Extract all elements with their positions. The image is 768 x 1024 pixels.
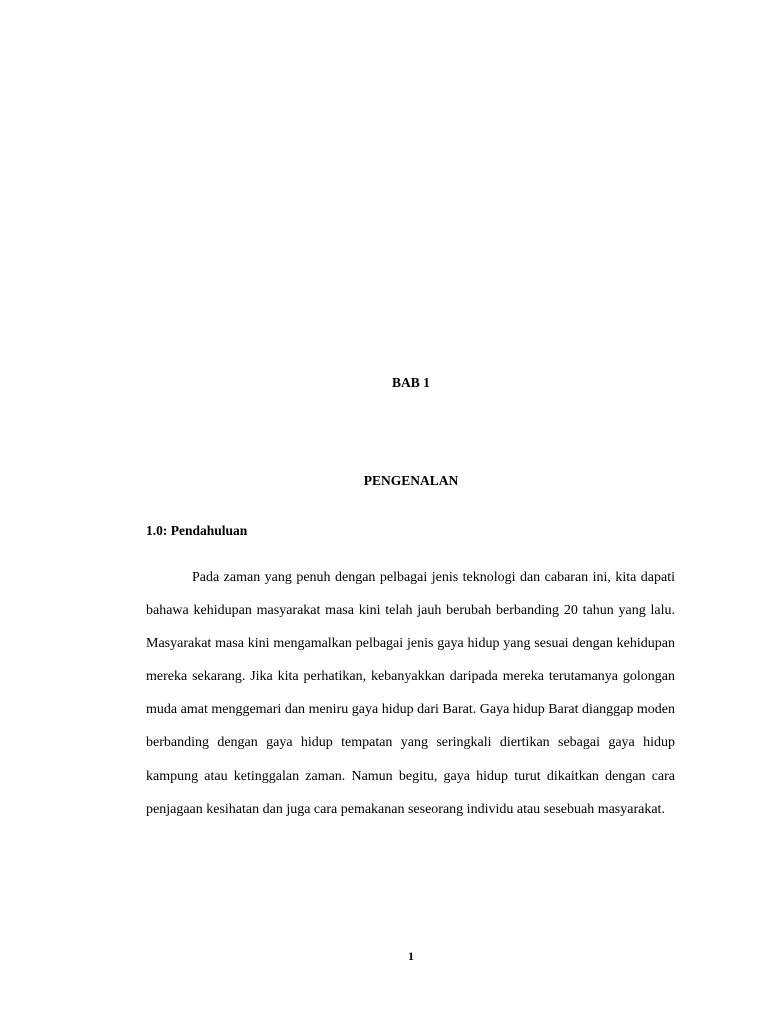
section-heading: 1.0: Pendahuluan xyxy=(146,523,248,538)
page-number: 1 xyxy=(408,949,414,963)
body-paragraph: Pada zaman yang penuh dengan pelbagai jenis teknologi dan cabaran ini, kita dapati bahawa kehidupan masyarakat masa kini telah jauh berubah berbanding 20 tahun yang lalu. Masyarakat masa kini mengamalkan pelbagai jenis gaya hidup yang sesuai dengan kehidupan mereka sekarang. Jika kita perhatikan, kebanyakkan daripada mereka terutamanya golongan muda amat menggemari dan meniru gaya hidup dari Barat. Gaya hidup Barat dianggap moden berbanding dengan gaya hidup tempatan yang seringkali diertikan sebagai gaya hidup kampung atau ketinggalan zaman. Namun begitu, gaya hidup turut dikaitkan dengan cara penjagaan kesihatan dan juga cara pemakanan seseorang individu atau sesebuah masyarakat. xyxy=(146,570,675,817)
chapter-title: PENGENALAN xyxy=(363,473,459,488)
chapter-number: BAB 1 xyxy=(392,375,430,390)
